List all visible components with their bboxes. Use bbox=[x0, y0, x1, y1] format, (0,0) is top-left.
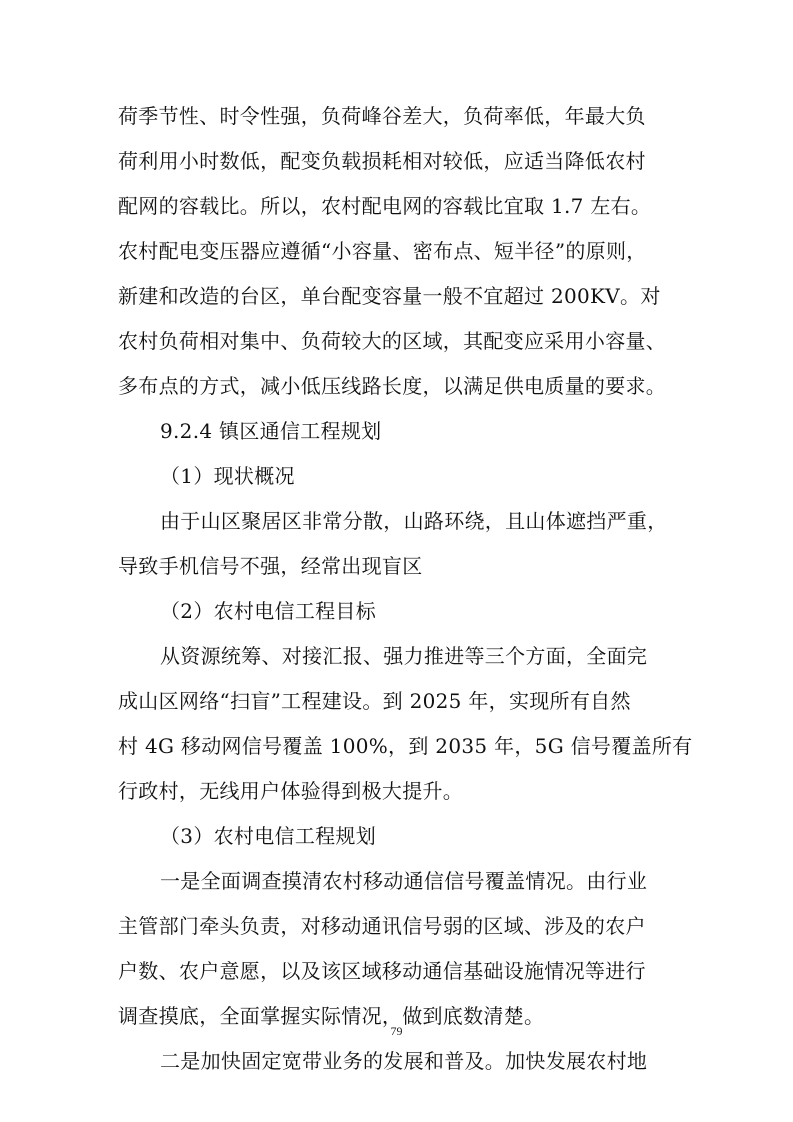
paragraph-line: 行政村，无线用户体验得到极大提升。 bbox=[118, 779, 464, 803]
paragraph-line: 新建和改造的台区，单台配变容量一般不宜超过 200KV。对 bbox=[118, 284, 661, 308]
paragraph-line: 从资源统筹、对接汇报、强力推进等三个方面，全面完 bbox=[160, 644, 648, 668]
subsection-heading: （2）农村电信工程目标 bbox=[160, 599, 377, 623]
paragraph-line: 多布点的方式，减小低压线路长度，以满足供电质量的要求。 bbox=[118, 374, 667, 398]
paragraph-line: 村 4G 移动网信号覆盖 100%，到 2035 年，5G 信号覆盖所有 bbox=[118, 734, 693, 758]
paragraph-line: 调查摸底，全面掌握实际情况，做到底数清楚。 bbox=[118, 1004, 545, 1028]
paragraph-line: 农村负荷相对集中、负荷较大的区域，其配变应采用小容量、 bbox=[118, 329, 667, 353]
paragraph-line: 户数、农户意愿，以及该区域移动通信基础设施情况等进行 bbox=[118, 959, 646, 983]
paragraph-line: 由于山区聚居区非常分散，山路环绕，且山体遮挡严重， bbox=[160, 509, 668, 533]
paragraph-line: 主管部门牵头负责，对移动通讯信号弱的区域、涉及的农户 bbox=[118, 914, 646, 938]
paragraph-line: 荷利用小时数低，配变负载损耗相对较低，应适当降低农村 bbox=[118, 149, 646, 173]
page-number: 79 bbox=[390, 1024, 403, 1038]
paragraph-line: 农村配电变压器应遵循“小容量、密布点、短半径”的原则， bbox=[118, 239, 647, 263]
paragraph-line: 成山区网络“扫盲”工程建设。到 2025 年，实现所有自然 bbox=[118, 689, 631, 713]
subsection-heading: （1）现状概况 bbox=[160, 464, 295, 488]
paragraph-line: 荷季节性、时令性强，负荷峰谷差大，负荷率低，年最大负 bbox=[118, 104, 646, 128]
paragraph-line: 配网的容载比。所以，农村配电网的容载比宜取 1.7 左右。 bbox=[118, 194, 652, 218]
section-heading: 9.2.4 镇区通信工程规划 bbox=[160, 419, 382, 443]
paragraph-line: 二是加快固定宽带业务的发展和普及。加快发展农村地 bbox=[160, 1049, 648, 1073]
paragraph-line: 一是全面调查摸清农村移动通信信号覆盖情况。由行业 bbox=[160, 869, 648, 893]
paragraph-line: 导致手机信号不强，经常出现盲区 bbox=[118, 554, 423, 578]
subsection-heading: （3）农村电信工程规划 bbox=[160, 824, 377, 848]
